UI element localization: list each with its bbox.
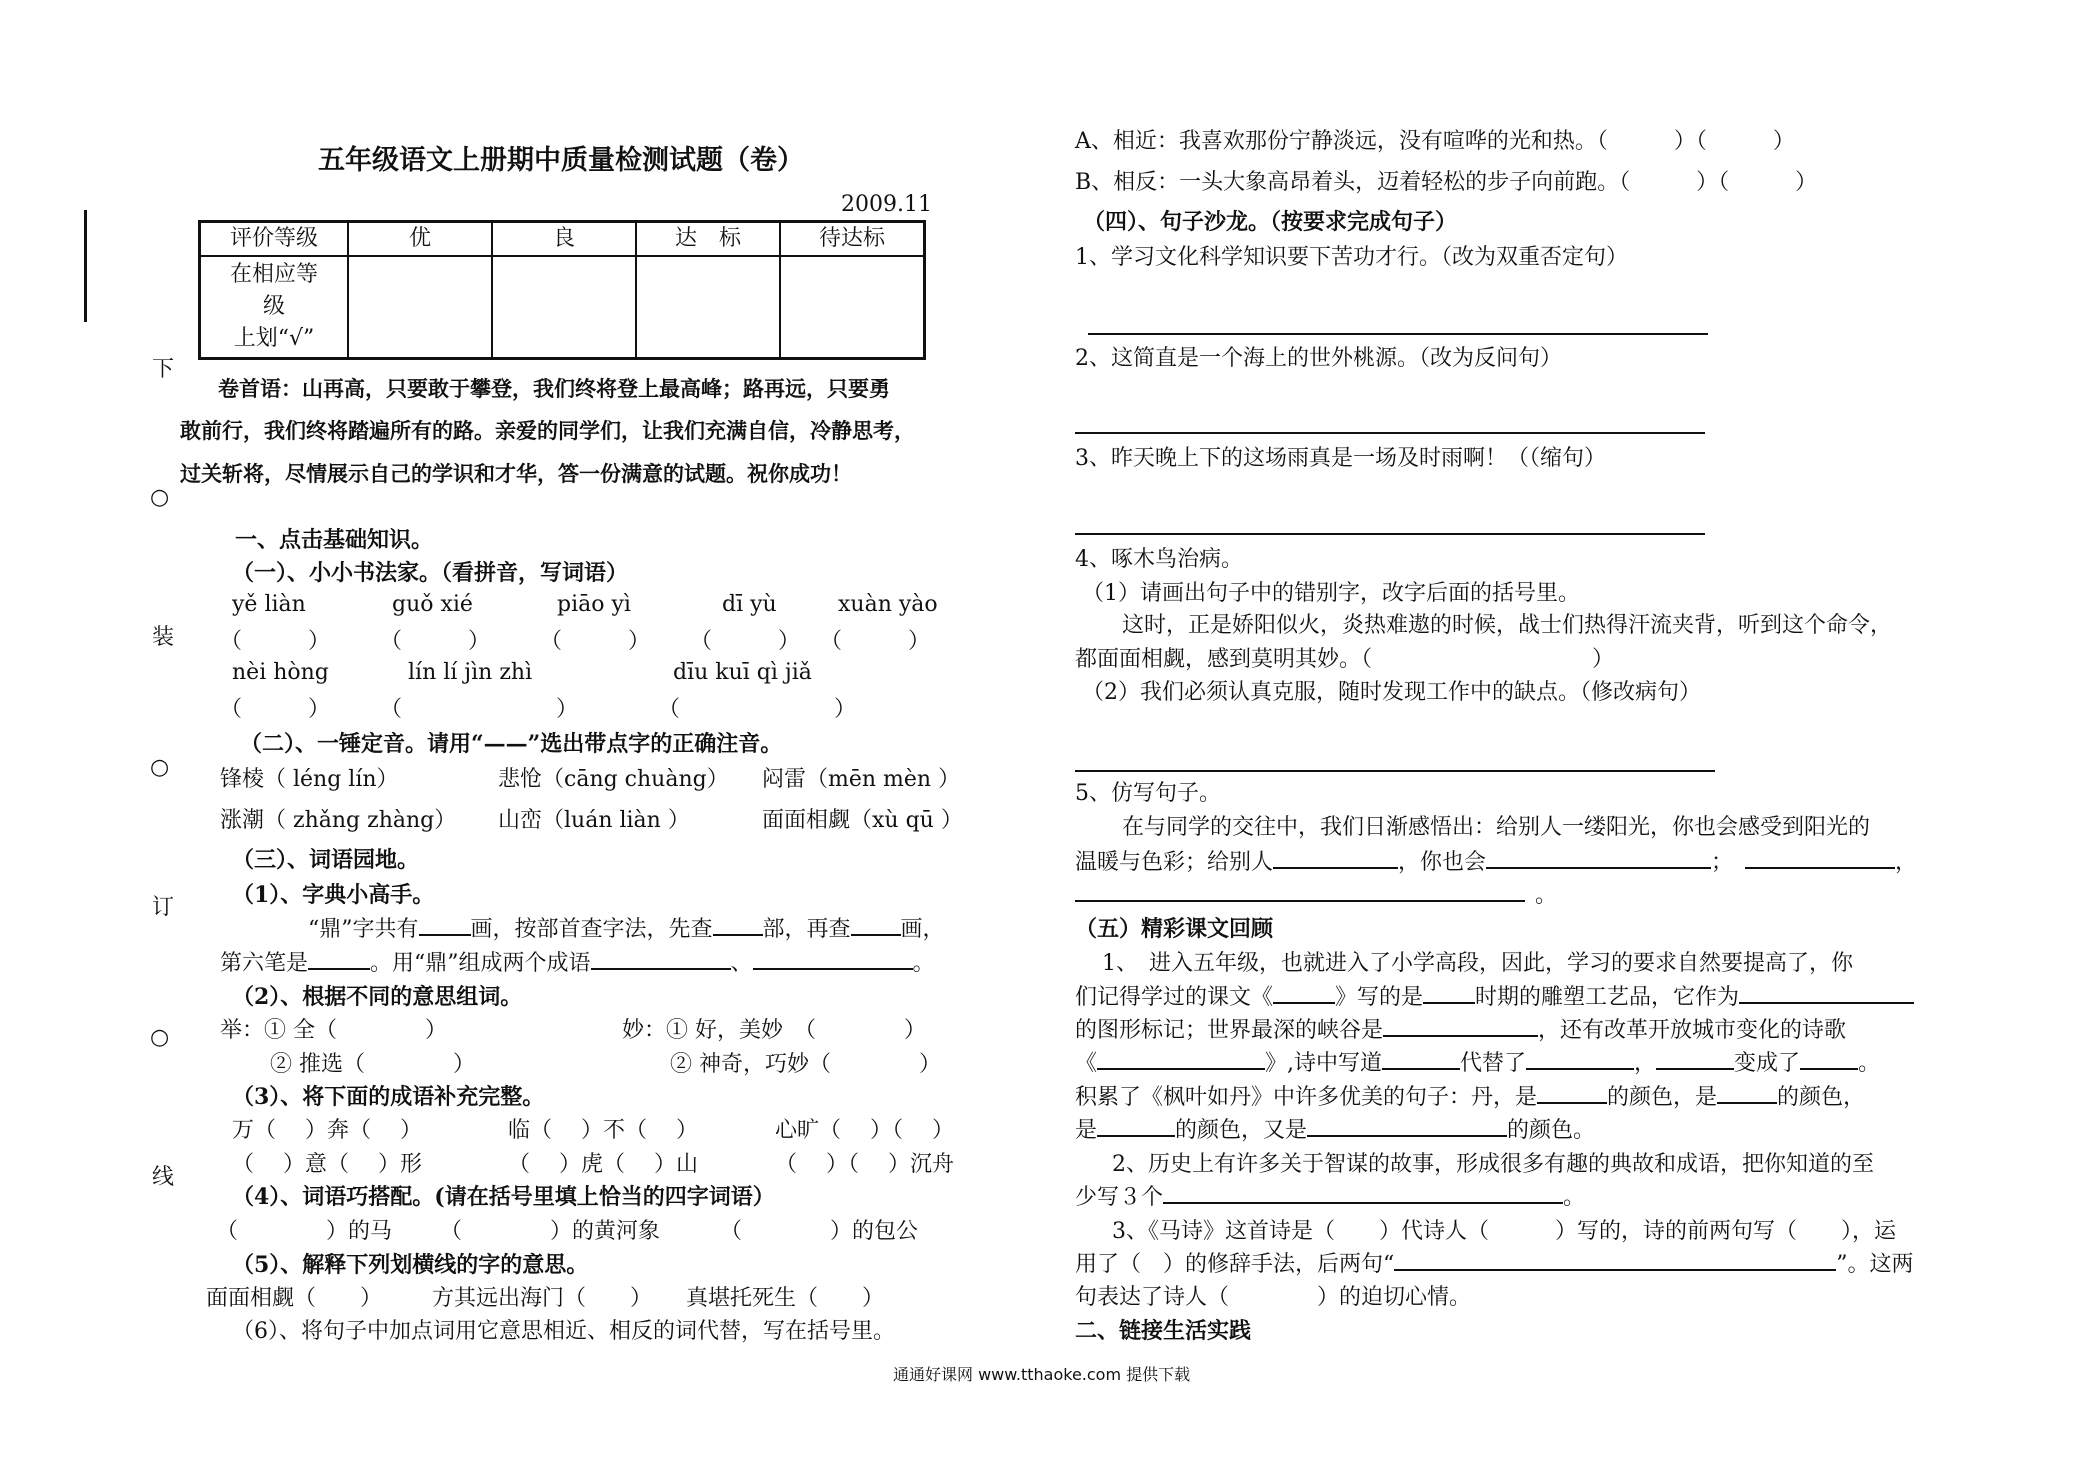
blank[interactable]	[1273, 982, 1335, 1004]
idiom-fill[interactable]: （ ）（ ）沉舟	[775, 1152, 954, 1177]
text: 时期的雕塑工艺品，它作为	[1475, 985, 1740, 1010]
phrase-fill[interactable]: （ ）的马	[216, 1219, 393, 1244]
text: ；	[1711, 850, 1734, 875]
synonym-line[interactable]: A、相近：我喜欢那份宁静淡远，没有喧哗的光和热。（ ）（ ）	[1075, 129, 1795, 154]
idiom-fill[interactable]: 万（ ）奔（ ）	[232, 1118, 422, 1143]
text: ，	[1895, 850, 1918, 875]
text: 画，按部首查字法，先查	[470, 917, 713, 942]
grade-row-label	[200, 256, 349, 358]
phrase-fill[interactable]: （ ）的包公	[720, 1219, 919, 1244]
grade-header: 良	[492, 222, 636, 257]
blank[interactable]	[1537, 1082, 1607, 1104]
fill-line	[1075, 1113, 1595, 1144]
text: 。	[1858, 1051, 1881, 1076]
blank[interactable]	[1097, 1048, 1265, 1070]
text: ，你也会	[1398, 850, 1487, 875]
blank[interactable]	[1423, 982, 1475, 1004]
grade-header: 待达标	[780, 222, 925, 257]
question-heading: （2）、根据不同的意思组词。	[232, 984, 523, 1010]
answer-line[interactable]	[1075, 432, 1705, 434]
binding-mark	[84, 210, 87, 322]
answer-line[interactable]	[1075, 770, 1715, 772]
fill-line	[1075, 980, 1914, 1011]
blank[interactable]	[591, 948, 731, 970]
blank[interactable]	[1382, 1048, 1460, 1070]
text: 的颜色，	[1777, 1085, 1866, 1110]
text: 第六笔是	[220, 951, 309, 976]
binding-circle: ○	[150, 1025, 170, 1050]
grade-header: 评价等级	[200, 222, 349, 257]
pinyin: piāo yì	[557, 592, 631, 617]
answer-paren[interactable]: （ ）	[540, 629, 651, 654]
blank[interactable]	[308, 948, 370, 970]
answer-paren[interactable]: （ ）	[658, 697, 857, 722]
blank[interactable]	[1739, 982, 1914, 1004]
binding-char: 线	[152, 1165, 175, 1190]
text: 的颜色，又是	[1175, 1118, 1308, 1143]
text: 是	[1075, 1118, 1098, 1143]
blank[interactable]	[1656, 1048, 1734, 1070]
blank[interactable]	[1273, 847, 1398, 869]
text: 少写３个	[1075, 1185, 1164, 1210]
blank[interactable]	[1383, 1015, 1538, 1037]
text: 们记得学过的课文《	[1075, 985, 1274, 1010]
phrase-fill[interactable]: （ ）的黄河象	[440, 1219, 661, 1244]
grade-header: 优	[348, 222, 492, 257]
grade-cell[interactable]	[348, 256, 492, 358]
answer-paren[interactable]: （ ）	[380, 629, 491, 654]
meaning-fill[interactable]: 方其远出海门（ ）	[432, 1286, 653, 1311]
fill-line	[1075, 1247, 1914, 1278]
text: 代替了	[1460, 1051, 1527, 1076]
question-heading: （1）、字典小高手。	[232, 882, 435, 908]
text: 部，再查	[762, 917, 851, 942]
blank[interactable]	[713, 914, 763, 936]
passage-text[interactable]: 都面面相觑，感到莫明其妙。（ ）	[1075, 647, 1615, 672]
blank[interactable]	[1717, 1082, 1777, 1104]
question-heading: （二）、一锤定音。请用“——”选出带点字的正确注音。	[240, 731, 783, 757]
preface-line: 敢前行，我们终将踏遍所有的路。亲爱的同学们，让我们充满自信，冷静思考，	[180, 418, 915, 443]
fill-line	[308, 912, 945, 943]
fill-line	[220, 946, 935, 977]
pinyin-choice[interactable]: 悲怆（cāng chuàng）	[498, 767, 729, 792]
pinyin: guǒ xié	[392, 592, 473, 617]
text[interactable]: 用了（ ）的修辞手法，后两句“	[1075, 1252, 1395, 1277]
pinyin-choice[interactable]: 山峦（luán liàn ）	[498, 808, 690, 833]
text: ，还有改革开放城市变化的诗歌	[1538, 1018, 1847, 1043]
text: 变成了	[1734, 1051, 1801, 1076]
grade-row-label-line: 上划“√”	[233, 325, 315, 351]
meaning-fill[interactable]: 真堪托死生（ ）	[686, 1286, 885, 1311]
passage-text: 在与同学的交往中，我们日渐感悟出：给别人一缕阳光，你也会感受到阳光的	[1122, 815, 1871, 840]
passage-text[interactable]: 3、《马诗》这首诗是（ ）代诗人（ ）写的，诗的前两句写（ ），运	[1112, 1219, 1896, 1244]
blank[interactable]	[1526, 1048, 1634, 1070]
question-heading: （6）、将句子中加点词用它意思相近、相反的词代替，写在括号里。	[232, 1319, 895, 1344]
answer-paren[interactable]: （ ）	[220, 697, 331, 722]
pinyin: lín lí jìn zhì	[408, 660, 533, 685]
word-group[interactable]: 妙：① 好，美妙 （ ）	[622, 1018, 926, 1043]
antonym-line[interactable]: B、相反：一头大象高昂着头，迈着轻松的步子向前跑。（ ）（ ）	[1075, 170, 1818, 195]
text: 、	[730, 951, 753, 976]
blank[interactable]	[1486, 847, 1711, 869]
preface-line: 过关斩将，尽情展示自己的学识和才华，答一份满意的试题。祝你成功！	[180, 461, 852, 486]
passage-text: 2、历史上有许多关于智谋的故事，形成很多有趣的典故和成语，把你知道的至	[1112, 1152, 1874, 1177]
answer-paren[interactable]: （ ）	[380, 697, 579, 722]
fill-line	[1075, 1013, 1846, 1044]
text: ”。这两	[1836, 1252, 1914, 1277]
grade-cell[interactable]	[780, 256, 925, 358]
question-heading: （4）、词语巧搭配。(请在括号里填上恰当的四字词语）	[232, 1184, 775, 1210]
word-group[interactable]: ② 推选（ ）	[270, 1052, 475, 1077]
meaning-fill[interactable]: 面面相觑（ ）	[206, 1286, 383, 1311]
text: 的图形标记；世界最深的峡谷是	[1075, 1018, 1384, 1043]
answer-line[interactable]	[1075, 533, 1705, 535]
passage-text: 这时，正是娇阳似火，炎热难遨的时候，战士们热得汗流夹背，听到这个命令，	[1122, 613, 1893, 638]
text: 》,诗中写道	[1265, 1051, 1383, 1076]
fill-line	[1075, 1180, 1585, 1211]
text: 。	[1535, 883, 1558, 908]
pinyin: dīu kuī qì jiǎ	[673, 660, 812, 685]
blank[interactable]	[1307, 1115, 1507, 1137]
fill-line	[1075, 1046, 1880, 1077]
word-group[interactable]: ② 神奇，巧妙（ ）	[670, 1052, 941, 1077]
blank[interactable]	[1745, 847, 1895, 869]
binding-circle: ○	[150, 485, 170, 510]
word-group[interactable]: 举：① 全（ ）	[220, 1018, 447, 1043]
grade-row-label-line: 级	[262, 293, 285, 319]
text: “鼎”字共有	[308, 917, 419, 942]
text: 》写的是	[1335, 985, 1424, 1010]
pinyin: yě liàn	[232, 592, 306, 617]
pinyin-choice[interactable]: 涨潮（ zhǎng zhàng）	[220, 808, 457, 833]
preface-line: 卷首语：山再高，只要敢于攀登，我们终将登上最高峰；路再远，只要勇	[218, 376, 890, 401]
text: ，	[1634, 1051, 1657, 1076]
question-heading: （三）、词语园地。	[232, 847, 420, 873]
fill-line	[1075, 1080, 1865, 1111]
section-heading: 一、点击基础知识。	[235, 527, 434, 553]
text: 积累了《枫叶如丹》中许多优美的句子：丹，是	[1075, 1085, 1538, 1110]
binding-char: 下	[152, 357, 175, 382]
sentence-task: （2）我们必须认真克服，随时发现工作中的缺点。（修改病句）	[1082, 680, 1701, 705]
grade-header: 达 标	[636, 222, 780, 257]
blank[interactable]	[1800, 1048, 1858, 1070]
answer-paren[interactable]: （ ）	[820, 629, 931, 654]
pinyin-choice[interactable]: 锋棱（ léng lín）	[220, 767, 399, 792]
text: 。用“鼎”组成两个成语	[370, 951, 591, 976]
sentence-task: 4、啄木鸟治病。	[1075, 547, 1243, 572]
grade-cell[interactable]	[636, 256, 780, 358]
text: 的颜色。	[1507, 1118, 1596, 1143]
question-heading: （5）、解释下列划横线的字的意思。	[232, 1252, 589, 1278]
footer-text: 通通好课网 www.tthaoke.com 提供下载	[893, 1365, 1191, 1384]
text: 《	[1075, 1051, 1098, 1076]
question-heading: （四）、句子沙龙。（按要求完成句子）	[1083, 209, 1458, 235]
sentence-task: 2、这简直是一个海上的世外桃源。（改为反问句）	[1075, 346, 1562, 371]
text: 画，	[900, 917, 945, 942]
pinyin-choice[interactable]: 闷雷（mēn mèn ）	[762, 767, 961, 792]
fill-line	[1075, 878, 1557, 909]
blank[interactable]	[1075, 880, 1525, 902]
text: 温暖与色彩；给别人	[1075, 850, 1274, 875]
idiom-fill[interactable]: 临（ ）不（ ）	[508, 1118, 698, 1143]
passage-text: 1、 进入五年级，也就进入了小学高段，因此，学习的要求自然要提高了，你	[1102, 951, 1853, 976]
answer-paren[interactable]: （ ）	[690, 629, 801, 654]
blank[interactable]	[1163, 1182, 1563, 1204]
question-heading: （一）、小小书法家。（看拼音，写词语）	[232, 560, 629, 586]
text: 。	[912, 951, 935, 976]
grade-row-label-line: 在相应等	[229, 261, 318, 287]
sentence-task: 5、仿写句子。	[1075, 781, 1221, 806]
question-heading: （3）、将下面的成语补充完整。	[232, 1084, 545, 1110]
page-title: 五年级语文上册期中质量检测试题（卷）	[318, 145, 804, 176]
sentence-task: 1、学习文化科学知识要下苦功才行。（改为双重否定句）	[1075, 245, 1628, 270]
answer-line[interactable]	[1088, 333, 1708, 335]
binding-char: 订	[152, 895, 175, 920]
exam-date: 2009.11	[841, 192, 932, 217]
idiom-fill[interactable]: （ ）虎（ ）山	[508, 1152, 698, 1177]
idiom-fill[interactable]: （ ）意（ ）形	[232, 1152, 422, 1177]
pinyin-choice[interactable]: 面面相觑（xù qū ）	[762, 808, 963, 833]
binding-circle: ○	[150, 755, 170, 780]
sentence-task: 3、昨天晚上下的这场雨真是一场及时雨啊！（（缩句）	[1075, 446, 1606, 471]
blank[interactable]	[1097, 1115, 1175, 1137]
grade-table	[198, 220, 926, 360]
binding-char: 装	[152, 625, 175, 650]
blank[interactable]	[419, 914, 471, 936]
text: 。	[1563, 1185, 1586, 1210]
blank[interactable]	[1394, 1249, 1836, 1271]
blank[interactable]	[753, 948, 913, 970]
section-heading: 二、链接生活实践	[1075, 1318, 1252, 1344]
sentence-task: （1）请画出句子中的错别字，改字后面的括号里。	[1082, 581, 1580, 606]
idiom-fill[interactable]: 心旷（ ）（ ）	[775, 1118, 954, 1143]
text: 的颜色，是	[1607, 1085, 1718, 1110]
pinyin: dī yù	[722, 592, 777, 617]
pinyin: xuàn yào	[838, 592, 938, 617]
pinyin: nèi hòng	[232, 660, 329, 685]
blank[interactable]	[851, 914, 901, 936]
passage-text[interactable]: 句表达了诗人（ ）的迫切心情。	[1075, 1285, 1472, 1310]
grade-cell[interactable]	[492, 256, 636, 358]
question-heading: （五）精彩课文回顾	[1075, 916, 1274, 942]
fill-line	[1075, 845, 1917, 876]
answer-paren[interactable]: （ ）	[220, 629, 331, 654]
